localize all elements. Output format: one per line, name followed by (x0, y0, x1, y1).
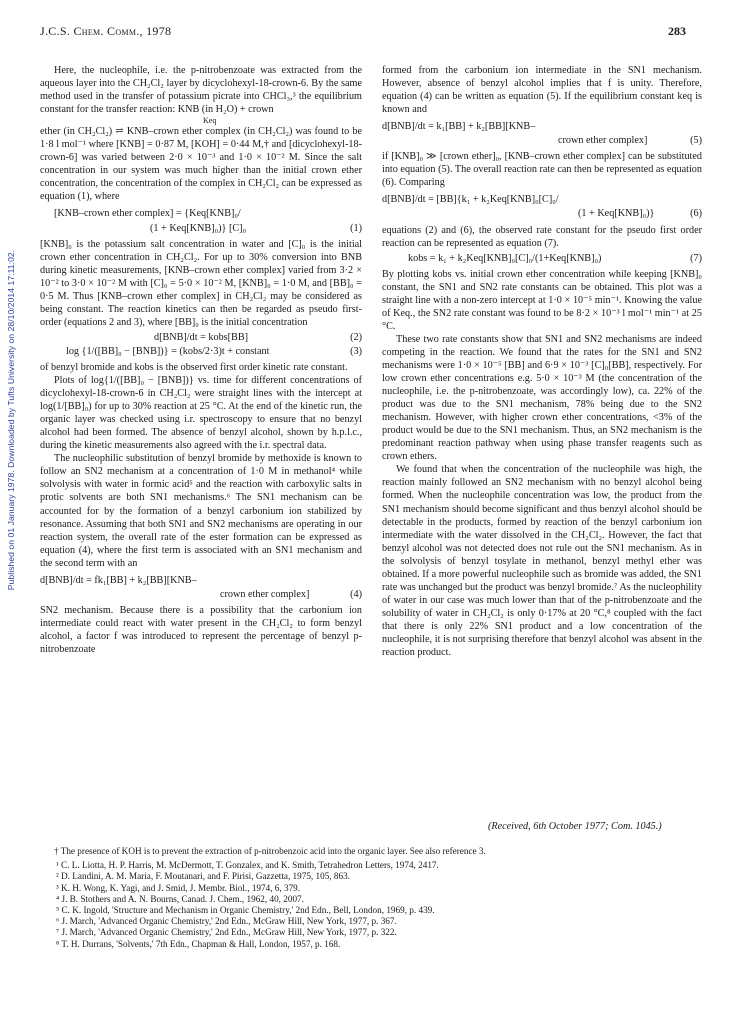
right-column (382, 64, 702, 659)
reference-3: ³ K. H. Wong, K. Yagi, and J. Smid, J. Membr. Biol., 1974, 6, 379. (56, 882, 301, 893)
left-column (40, 64, 362, 656)
footnotes (40, 846, 708, 950)
paragraph: Plots of log{1/([BB]₀ − [BNB])} vs. time for different concentrations of dicyclohexyl-18-crown-6 in CH₂Cl₂ were straight lines with the intercept at log(1/[BB]₀) for up to 30% reaction at 25 °C. At the end of the kinetic run, the organic layer was checked using i.r. spectroscopy to ensure that no benzyl alcohol had been formed. The absence of benzyl alcohol, shown by h.p.l.c., during the kinetic measurements also agreed with the i.r. spectral data. (40, 375, 362, 452)
equation-3-body: log {1/([BB]₀ − [BNB])} = (kobs/2·3)t + constant (66, 345, 270, 357)
paragraph: of benzyl bromide and kobs is the observed first order kinetic rate constant. (40, 361, 348, 373)
equation-1-line-2: (1 + Keq[KNB]₀)} [C]₀ (150, 222, 247, 234)
reference-5: ⁵ C. K. Ingold, 'Structure and Mechanism in Organic Chemistry,' 2nd Edn., Bell, London, 1969, p. 439. (56, 905, 435, 916)
reference-2: ² D. Landini, A. M. Maria, F. Moutanari, and F. Pirisi, Gazzetta, 1975, 105, 863. (56, 871, 350, 882)
paragraph: SN2 mechanism. Because there is a possibility that the carbonium ion intermediate could react with water present in the CH₂Cl₂ to form benzyl alcohol, a factor f was introduced to represent the percentage of benzyl p-nitrobenzoate (40, 604, 362, 655)
download-notice[interactable]: Published on 01 January 1978. Downloaded by Tufts University on 28/10/2014 17:11:02. (6, 249, 16, 591)
paragraph: These two rate constants show that SN1 and SN2 mechanisms are indeed competing in the reaction. We found that the rates for the SN1 and SN2 mechanisms were 1·0 × 10⁻⁵ [BB] and 6·9 × 10⁻³ [C]₀[BB], respectively. For low crown ether concentrations e.g. 5·0 × 10⁻³ M (the concentration of the nucleophile, i.e. the p-nitrobenzoate, was accordingly low), ca. 22% of the product was due to the SN1 mechanism, 78% being due to the SN2 mechanism. However, with higher crown ether concentrations, <3% of the product would be due to the SN1 mechanism. Thus, an SN2 mechanism is the predominant reaction pathway when using phase transfer reagents such as crown ethers. (382, 333, 702, 463)
equation-number: (7) (690, 252, 702, 264)
download-sidebar (3, 180, 17, 670)
equation-7 (382, 252, 702, 265)
reference-8: ⁸ T. H. Durrans, 'Solvents,' 7th Edn., Chapman & Hall, London, 1957, p. 168. (56, 938, 341, 949)
reference-4: ⁴ J. B. Stothers and A. N. Bourns, Canad. J. Chem., 1962, 40, 2007. (56, 893, 304, 904)
page-number: 283 (668, 24, 686, 38)
reference-1: ¹ C. L. Liotta, H. P. Harris, M. McDermott, T. Gonzalex, and K. Smith, Tetrahedron Letters, 1974, 2417. (56, 860, 439, 871)
paragraph: [KNB]₀ is the potassium salt concentration in water and [C]₀ is the initial crown ether concentration in CH₂Cl₂. For up to 30% conversion into BNB during kinetic measurements, [KNB–crown ether complex] varied from 3·2 × 10⁻² to 3·0 × 10⁻² M with [C]₀ = 5·0 × 10⁻² M, [KNB]₀ = 1·0 M, and [BB]₀ = 0·5 M. Thus [KNB–crown ether complex] in CH₂Cl₂ may be considered as being constant. The reaction kinetics can then be regarded as pseudo first-order (equations 2 and 3), where [BB]₀ is the initial concentration (40, 238, 362, 328)
equation-number: (5) (690, 135, 702, 147)
reference-6: ⁶ J. March, 'Advanced Organic Chemistry,' 2nd Edn., McGraw Hill, New York, 1977, p. 367. (56, 916, 397, 927)
equation-2 (40, 331, 362, 344)
equation-number: (6) (690, 208, 702, 220)
equation-3 (40, 345, 362, 358)
paragraph: By plotting kobs vs. initial crown ether concentration while keeping [KNB]₀ constant, the SN1 and SN2 rate constants can be obtained. This plot was a straight line with a non-zero intercept at 1·0 × 10⁻⁵ min⁻¹. Knowing the value of Keq., the SN2 rate constant was found to be 8·2 × 10⁻³ l mol⁻¹ min⁻¹ at 25 °C. (382, 268, 702, 332)
equation-1 (40, 222, 362, 235)
paragraph: formed from the carbonium ion intermediate in the SN1 mechanism. However, absence of benzyl alcohol implies that f is unity. Therefore, equation (4) can be written as equation (5). If the equilibrium constant keq is known and (382, 65, 702, 116)
equation-number: (4) (350, 588, 362, 600)
equation-4 (40, 588, 362, 601)
reference-7: ⁷ J. March, 'Advanced Organic Chemistry,' 2nd Edn., McGraw Hill, New York, 1977, p. 322. (56, 927, 397, 938)
equation-number: (1) (350, 222, 362, 234)
equation-6-line-1: d[BNB]/dt = [BB]{k₁ + k₂Keq[KNB]₀[C]₀/ (382, 194, 559, 206)
equation-number: (2) (350, 331, 362, 343)
equilibrium-label: Keq (203, 116, 217, 126)
equation-5 (382, 134, 702, 147)
equation-2-body: d[BNB]/dt = kobs[BB] (153, 331, 249, 343)
paragraph: We found that when the concentration of the nucleophile was high, the reaction mainly followed an SN2 mechanism with no benzyl alcohol being formed. When the nucleophile concentration was low, the product from the SN1 mechanism should become significant and thus benzyl alcohol should be detectable in the products, formed by reaction of the benzyl carbonium ion intermediate with the water dissolved in the CH₂Cl₂. However, the fact that benzyl alcohol was not detected does not rule out the SN1 mechanism. As in the solvolysis of benzyl tosylate in methanol, benzyl methyl ether was obtained. If a more powerful nucleophile such as bromide was added, the SN1 rate was unchanged but the product was benzyl bromide.⁷ As the nucleophility of water in our case was much lower than that of the p-nitrobenzoate and the solubility of water in CH₂Cl₂ is only 0·17% at 20 °C,⁸ coupled with the fact that there is only 22% SN1 product and a low concentration of the nucleophile, it is not surprising therefore that benzyl alcohol was absent in the reaction product. (382, 464, 702, 659)
received-line: (Received, 6th October 1977; Com. 1045.) (488, 821, 662, 832)
dagger-footnote: † The presence of KOH is to prevent the extraction of p-nitrobenzoic acid into the organic layer. See also reference 3. (54, 846, 486, 856)
equation-5-line-2: crown ether complex] (558, 135, 648, 147)
equation-1-line-1: [KNB–crown ether complex] = {Keq[KNB]₀/ (54, 208, 241, 220)
paragraph: Here, the nucleophile, i.e. the p-nitrobenzoate was extracted from the aqueous layer into the CH₂Cl₂ layer by dicyclohexyl-18-crown-6. By the same method used in the transfer of potassium picrate into CHCl₃,³ the equilibrium constant for the transfer reaction: KNB (in H₂O) + crown (40, 65, 362, 116)
equation-4-line-1: d[BNB]/dt = fk₁[BB] + k₂[BB][KNB– (40, 574, 197, 586)
paragraph: ether (in CH₂Cl₂) ⇌ KNB–crown ether complex (in CH₂Cl₂) was found to be 1·8 l mol⁻¹ where [KNB] = 0·87 M, [KOH] = 0·44 M,† and [dicyclohexyl-18-crown-6] was varied between 2·0 × 10⁻³ and 1·0 × 10⁻² M. Since the salt concentration in our system was much higher than the initial crown ether concentration, the concentration of the complex in CH₂Cl₂ can be expressed as equation (1), where (40, 126, 362, 203)
equation-5-line-1: d[BNB]/dt = k₁[BB] + k₂[BB][KNB– (382, 121, 536, 133)
paragraph: The nucleophilic substitution of benzyl bromide by methoxide is known to follow an SN2 mechanism at a concentration of 1·0 M in methanol⁴ while solvolysis with water in formic acid⁵ and the reaction with carboxylic salts in protic solvents are both SN1 mechanisms.⁶ The SN1 mechanism can be accounted for by the formation of a benzyl carbonium ion stabilized by resonance. Assuming that both SN1 and SN2 mechanisms are operating in our reaction system, the overall rate of the ester formation can be expressed as equation (4), where the first term is associated with an SN1 mechanism and the second term with an (40, 453, 362, 569)
journal-header: J.C.S. Chem. Comm., 1978 (40, 24, 172, 38)
equation-4-line-2: crown ether complex] (220, 588, 310, 600)
paragraph: equations (2) and (6), the observed rate constant for the pseudo first order reaction can be represented as equation (7). (382, 224, 702, 249)
equation-7-body: kobs = k₁ + k₂Keq[KNB]₀[C]₀/(1+Keq[KNB]₀) (408, 252, 602, 264)
paragraph: if [KNB]₀ ≫ [crown ether]₀, [KNB–crown ether complex] can be substituted into equation (5). The overall reaction rate can then be represented as equation (6). Comparing (382, 151, 702, 189)
equation-6 (382, 207, 702, 220)
equation-6-line-2: (1 + Keq[KNB]₀)} (578, 208, 655, 220)
equation-number: (3) (350, 345, 362, 357)
